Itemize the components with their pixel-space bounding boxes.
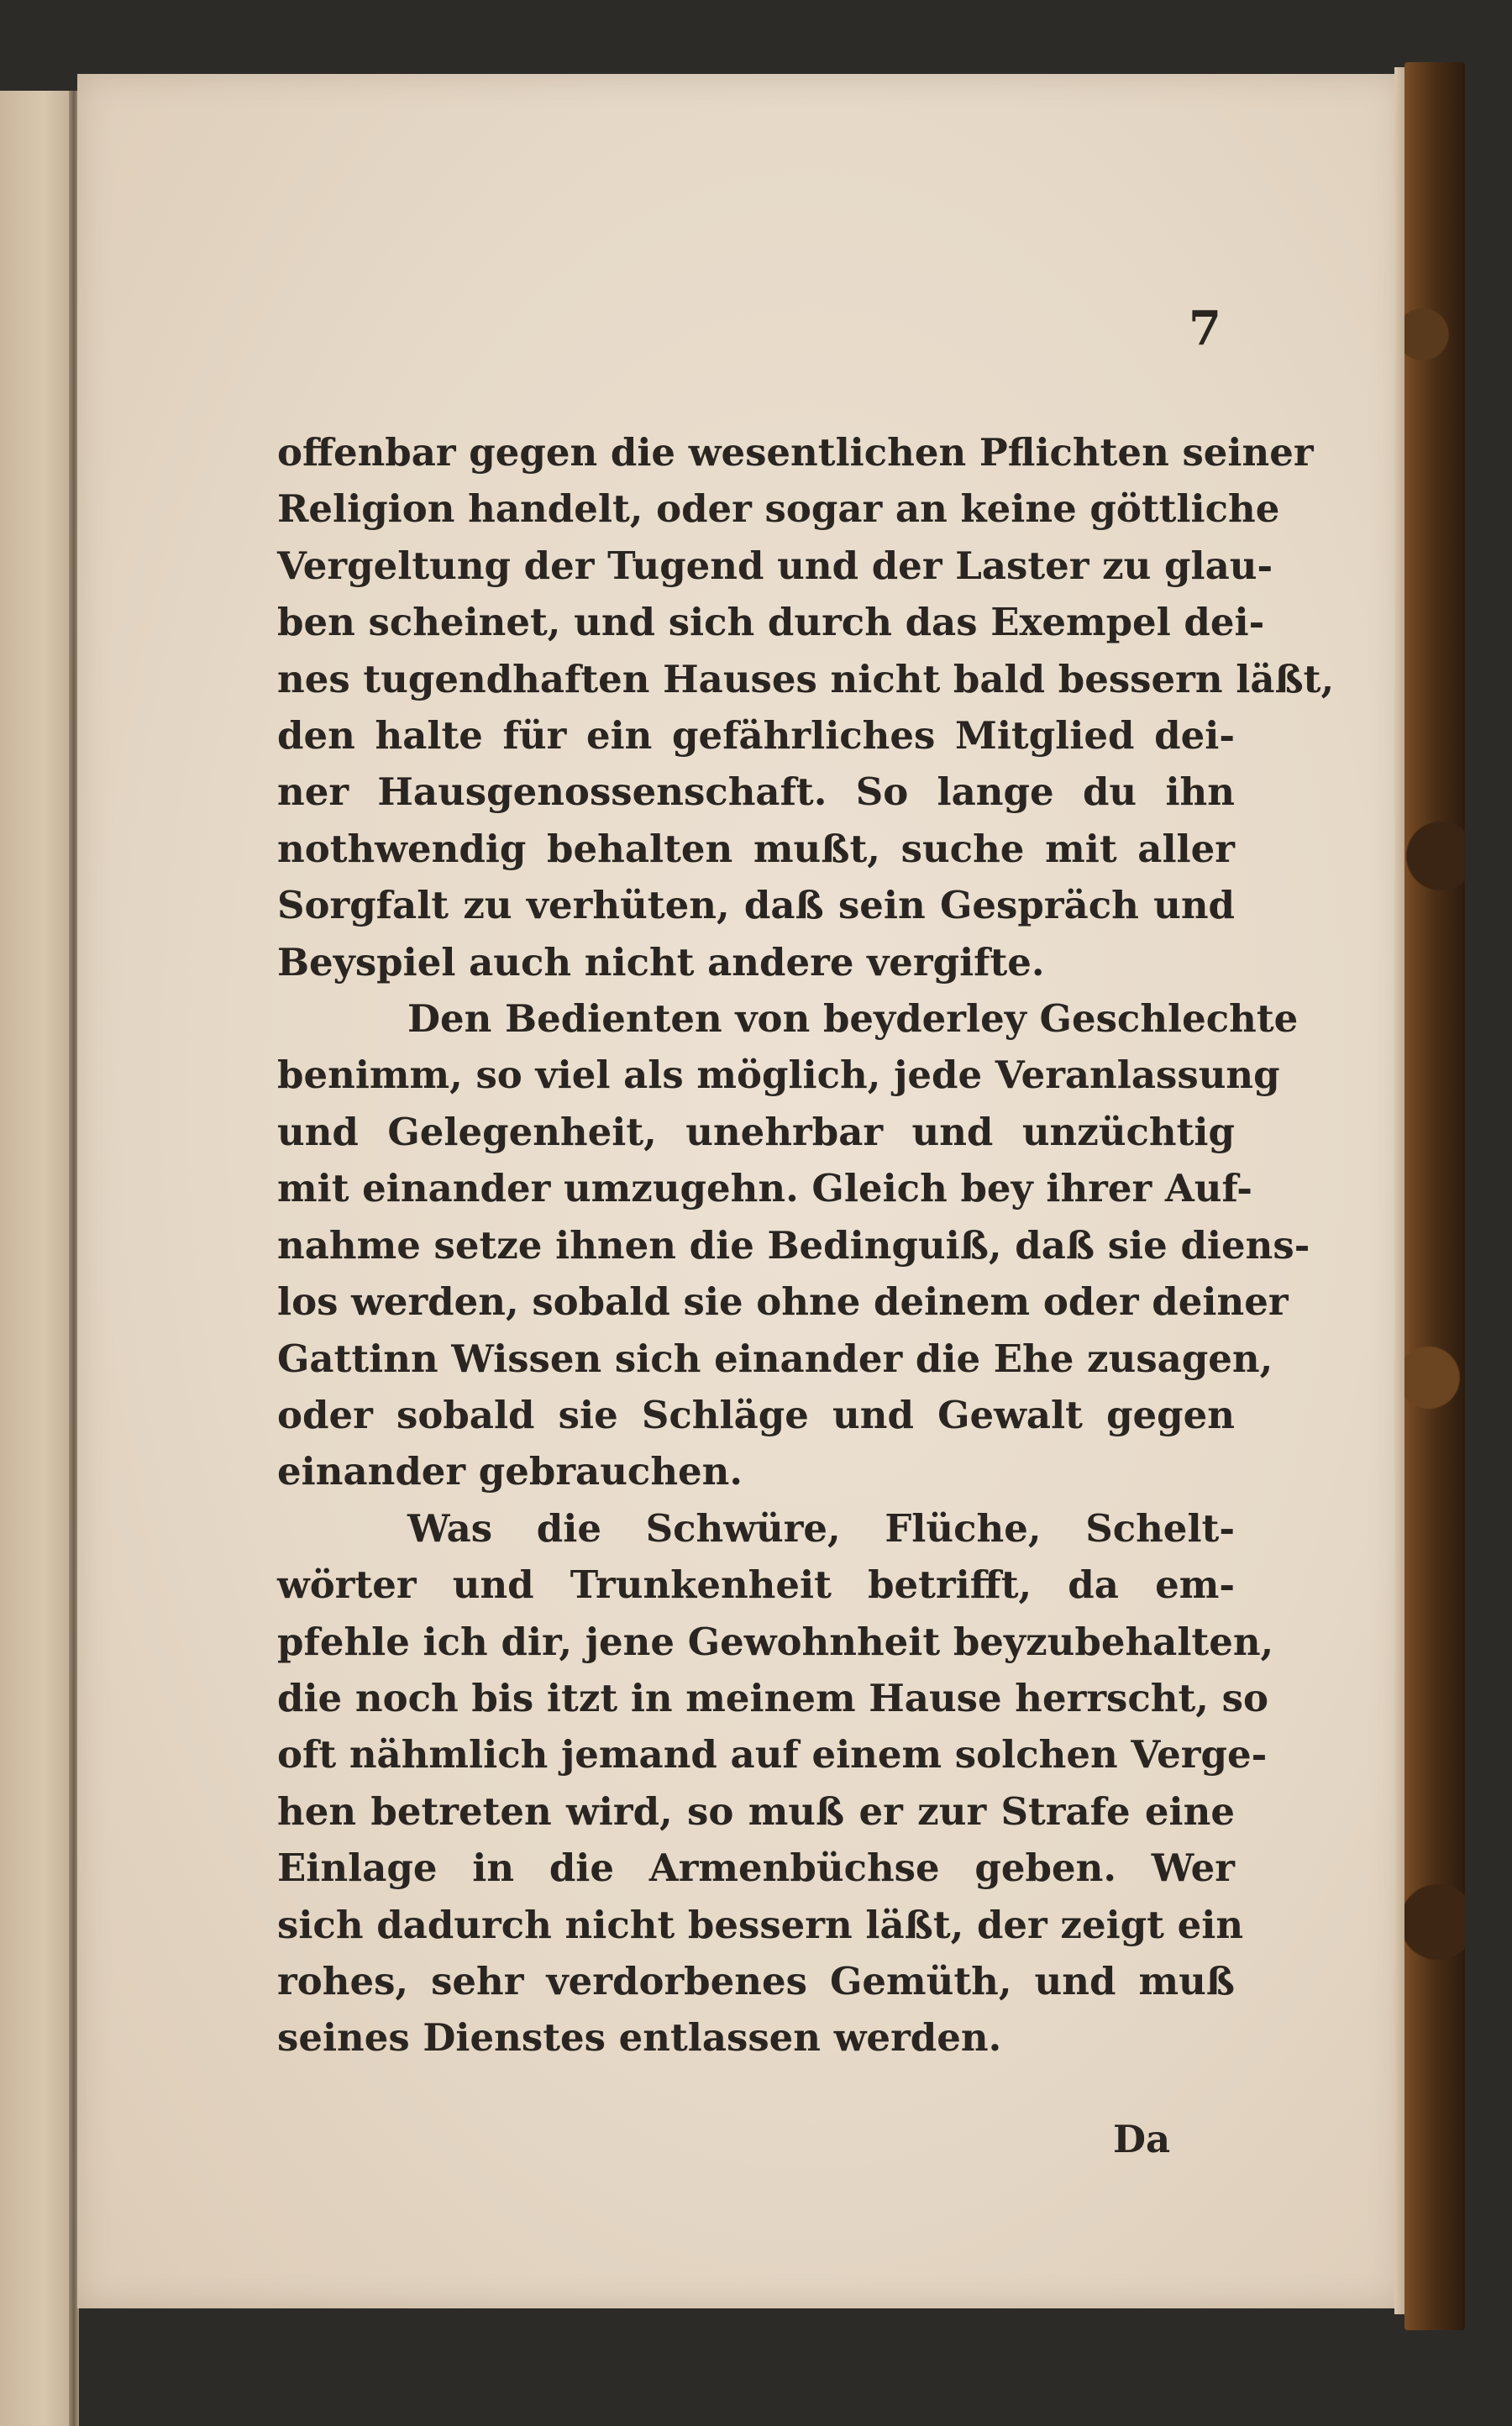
catchword: Da (1113, 2117, 1171, 2161)
text-line: Was die Schwüre, Flüche, Schelt- (407, 1505, 1235, 1551)
text-line: Vergeltung der Tugend und der Laster zu glau- (277, 543, 1273, 588)
text-line: wörter und Trunkenheit betrifft, da em- (277, 1562, 1235, 1608)
left-page-edge (0, 91, 74, 2426)
text-line: mit einander umzugehn. Gleich bey ihrer Auf- (277, 1166, 1252, 1211)
text-line: einander gebrauchen. (277, 1449, 743, 1494)
text-line: ben scheinet, und sich durch das Exempel dei- (277, 600, 1265, 645)
text-line: sich dadurch nicht bessern läßt, der zeigt ein (277, 1902, 1244, 1947)
text-line: nahme setze ihnen die Bedinguiß, daß sie diens- (277, 1222, 1310, 1268)
text-line: offenbar gegen die wesentlichen Pflichten seiner (277, 430, 1314, 475)
text-line: Religion handelt, oder sogar an keine göttliche (277, 486, 1280, 532)
text-line: Gattinn Wissen sich einander die Ehe zusagen, (277, 1336, 1273, 1381)
text-line: und Gelegenheit, unehrbar und unzüchtig (277, 1109, 1235, 1154)
text-line: nes tugendhaften Hauses nicht bald bessern läßt, (277, 656, 1335, 701)
text-line: seines Dienstes entlassen werden. (277, 2015, 1002, 2061)
text-line: die noch bis itzt in meinem Hause herrscht, so (277, 1675, 1268, 1720)
text-line: den halte für ein gefährliches Mitglied dei- (277, 713, 1235, 759)
body-text (277, 424, 1335, 2066)
text-line: Einlage in die Armenbüchse geben. Wer (277, 1846, 1235, 1891)
page-number: 7 (1189, 301, 1221, 356)
text-line: benimm, so viel als möglich, jede Veranlassung (277, 1053, 1280, 1098)
book-cover-edge (1404, 62, 1465, 2330)
paragraph-3 (277, 1500, 1274, 2066)
text-line: Den Bedienten von beyderley Geschlechte (407, 996, 1299, 1042)
text-line: los werden, sobald sie ohne deinem oder deiner (277, 1279, 1289, 1325)
text-line: ner Hausgenossenschaft. So lange du ihn (277, 769, 1235, 815)
paragraph-2 (277, 990, 1310, 1500)
text-line: rohes, sehr verdorbenes Gemüth, und muß (277, 1958, 1235, 2003)
text-line: Sorgfalt zu verhüten, daß sein Gespräch und (277, 883, 1235, 928)
text-line: pfehle ich dir, jene Gewohnheit beyzubehalten, (277, 1619, 1274, 1664)
text-line: oder sobald sie Schläge und Gewalt gegen (277, 1392, 1235, 1437)
text-line: oft nähmlich jemand auf einem solchen Verge- (277, 1732, 1268, 1777)
text-line: Beyspiel auch nicht andere vergifte. (277, 939, 1045, 985)
text-line: nothwendig behalten mußt, suche mit aller (277, 826, 1235, 871)
paragraph-1 (277, 424, 1335, 990)
text-line: hen betreten wird, so muß er zur Strafe eine (277, 1788, 1235, 1834)
